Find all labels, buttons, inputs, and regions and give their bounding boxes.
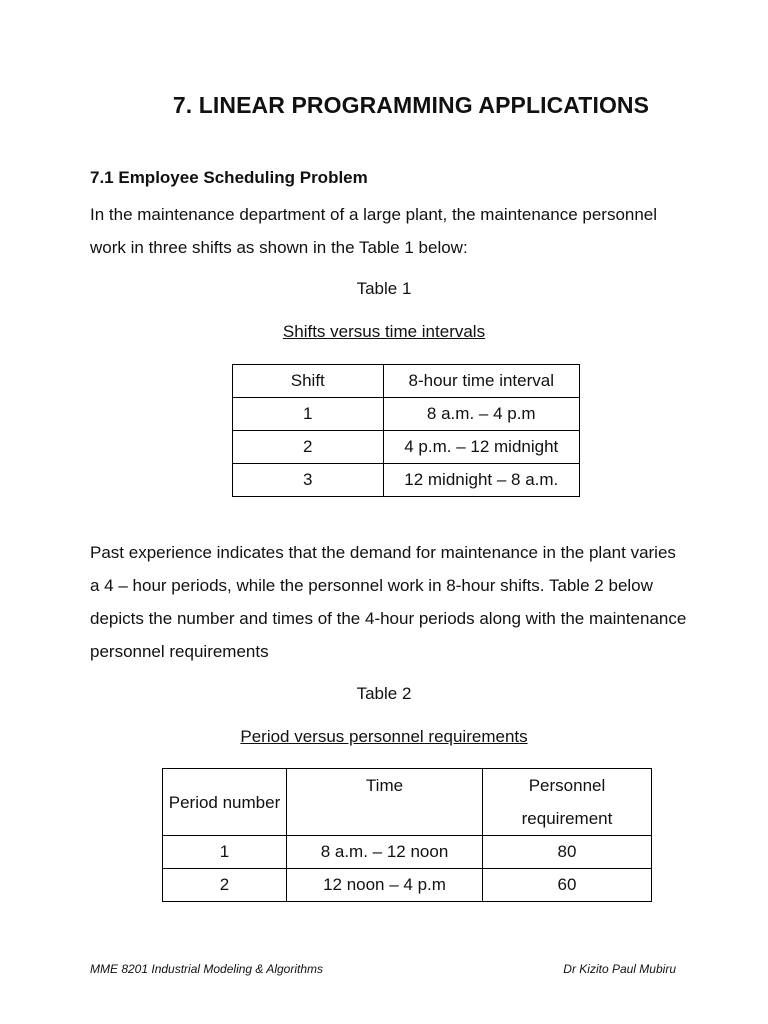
table-row bbox=[163, 869, 652, 902]
table-cell: 1 bbox=[233, 398, 384, 431]
table2-label: Table 2 bbox=[356, 684, 412, 703]
intro-paragraph: In the maintenance department of a large plant, the maintenance personnel work in three shifts as shown in the Table 1 below: bbox=[90, 205, 658, 257]
table-header-cell: Shift bbox=[233, 365, 384, 398]
table-header-row bbox=[163, 769, 652, 836]
table-cell: 12 noon – 4 p.m bbox=[287, 869, 483, 902]
table2-caption-wrap bbox=[0, 727, 768, 747]
table-cell: 2 bbox=[233, 431, 384, 464]
table-cell: 60 bbox=[483, 869, 652, 902]
table-row bbox=[233, 464, 580, 497]
table1-caption-wrap bbox=[0, 322, 768, 342]
table-cell: 8 a.m. – 12 noon bbox=[287, 836, 483, 869]
table1-label: Table 1 bbox=[356, 279, 412, 298]
table-cell: 80 bbox=[483, 836, 652, 869]
table-cell: 4 p.m. – 12 midnight bbox=[383, 431, 579, 464]
middle-paragraph: Past experience indicates that the demand for maintenance in the plant varies a 4 – hour periods, while the personnel work in 8-hour shifts. Table 2 below depicts the number and times of the 4-hour periods along with the maintenance personnel requirements bbox=[90, 543, 687, 661]
section-heading: 7.1 Employee Scheduling Problem bbox=[90, 168, 368, 187]
table-cell: 3 bbox=[233, 464, 384, 497]
table-header-cell: 8-hour time interval bbox=[383, 365, 579, 398]
table-header-cell: Time bbox=[287, 769, 483, 836]
table-cell: 12 midnight – 8 a.m. bbox=[383, 464, 579, 497]
table-row bbox=[233, 431, 580, 464]
table-cell: 8 a.m. – 4 p.m bbox=[383, 398, 579, 431]
table-row bbox=[233, 398, 580, 431]
table-header-row bbox=[233, 365, 580, 398]
table2-caption: Period versus personnel requirements bbox=[240, 727, 528, 746]
requirements-table bbox=[162, 768, 652, 902]
footer-author: Dr Kizito Paul Mubiru bbox=[563, 962, 676, 976]
table-cell: 1 bbox=[163, 836, 287, 869]
table-row bbox=[163, 836, 652, 869]
table1-caption: Shifts versus time intervals bbox=[282, 322, 486, 341]
table-header-cell: Personnel requirement bbox=[483, 769, 652, 836]
footer-course: MME 8201 Industrial Modeling & Algorithms bbox=[90, 962, 323, 976]
shifts-table bbox=[232, 364, 580, 497]
table-cell: 2 bbox=[163, 869, 287, 902]
table-header-cell: Period number bbox=[163, 769, 287, 836]
page-title: 7. LINEAR PROGRAMMING APPLICATIONS bbox=[172, 92, 650, 118]
